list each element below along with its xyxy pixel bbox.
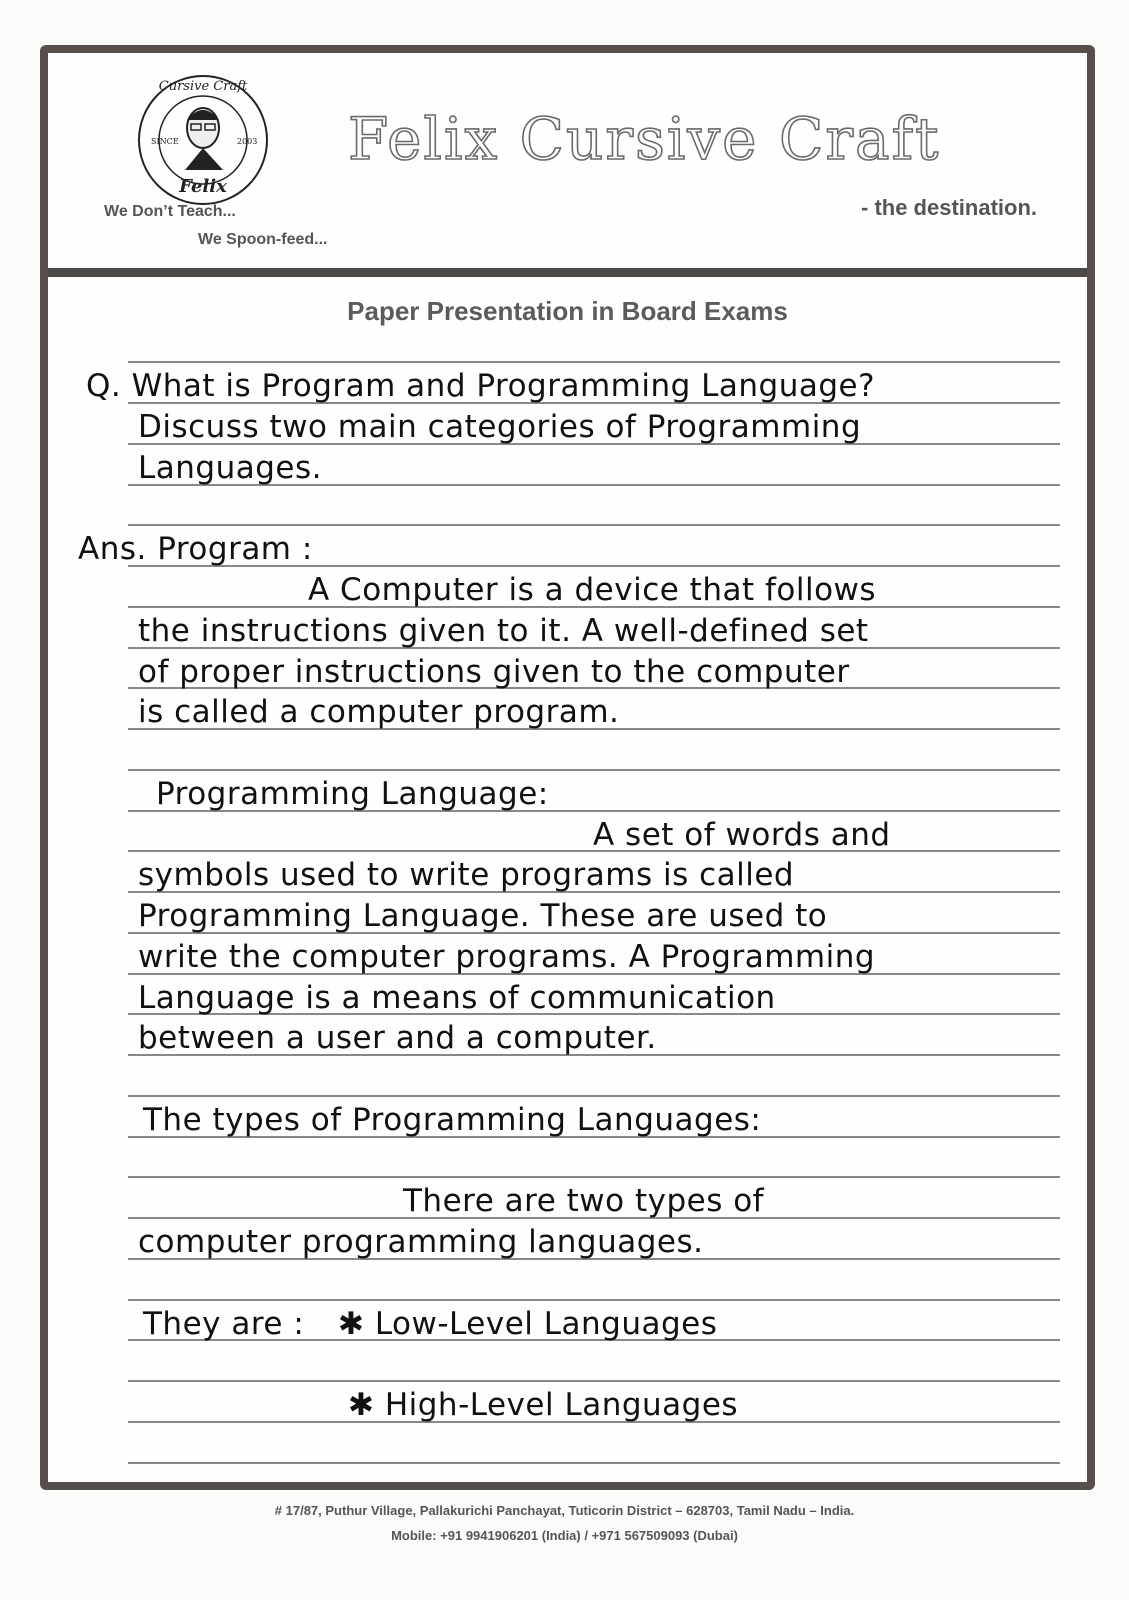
rule-line (128, 1462, 1060, 1464)
pl-def-line-4: write the computer programs. A Programming (138, 939, 876, 975)
pl-def-line-1: A set of words and (593, 817, 891, 853)
tagline-line1: We Don’t Teach... (104, 203, 236, 220)
rule-line (128, 769, 1060, 771)
types-heading: The types of Programming Languages: (143, 1102, 762, 1138)
pl-def-line-3: Programming Language. These are used to (138, 898, 828, 934)
answer-label: Ans. Program : (78, 531, 313, 567)
types-list-prefix: They are : (143, 1306, 305, 1342)
program-def-line-4: is called a computer program. (138, 694, 620, 730)
program-def-line-1: A Computer is a device that follows (308, 572, 877, 608)
svg-text:2003: 2003 (237, 137, 258, 146)
page-frame (40, 45, 1095, 1490)
slogan: - the destination. (861, 195, 1037, 220)
program-def-line-3: of proper instructions given to the computer (138, 654, 850, 690)
svg-text:SINCE: SINCE (151, 137, 179, 146)
brand-title: Felix Cursive Craft (348, 105, 941, 173)
question-line-3: Languages. (138, 450, 322, 486)
rule-line (128, 1299, 1060, 1301)
types-intro-line-2: computer programming languages. (138, 1224, 704, 1260)
pl-heading: Programming Language: (156, 776, 549, 812)
pl-def-line-2: symbols used to write programs is called (138, 857, 795, 893)
section-title: Paper Presentation in Board Exams (347, 296, 788, 326)
types-intro-line-1: There are two types of (403, 1183, 765, 1219)
logo-icon (133, 70, 273, 210)
rule-line (128, 1095, 1060, 1097)
rule-line (128, 1380, 1060, 1382)
svg-text:Felix: Felix (179, 176, 227, 197)
pl-def-line-5: Language is a means of communication (138, 980, 776, 1016)
letterhead (48, 53, 1087, 277)
types-list-item-low-level: ✱ Low-Level Languages (338, 1306, 718, 1342)
tagline-line2: We Spoon-feed... (198, 231, 328, 248)
types-list-item-high-level: ✱ High-Level Languages (348, 1387, 739, 1423)
question-line-2: Discuss two main categories of Programming (138, 409, 862, 445)
program-def-line-2: the instructions given to it. A well-defined set (138, 613, 869, 649)
question-line-1: Q. What is Program and Programming Language? (86, 368, 876, 404)
rule-line (128, 1176, 1060, 1178)
pl-def-line-6: between a user and a computer. (138, 1020, 657, 1056)
rule-line (128, 524, 1060, 526)
footer-address: # 17/87, Puthur Village, Pallakurichi Panchayat, Tuticorin District – 628703, Tamil Nadu – India. (274, 1503, 855, 1518)
footer-mobile: Mobile: +91 9941906201 (India) / +971 567509093 (Dubai) (391, 1528, 738, 1543)
svg-text:Cursive Craft: Cursive Craft (158, 79, 248, 94)
rule-line (128, 361, 1060, 363)
